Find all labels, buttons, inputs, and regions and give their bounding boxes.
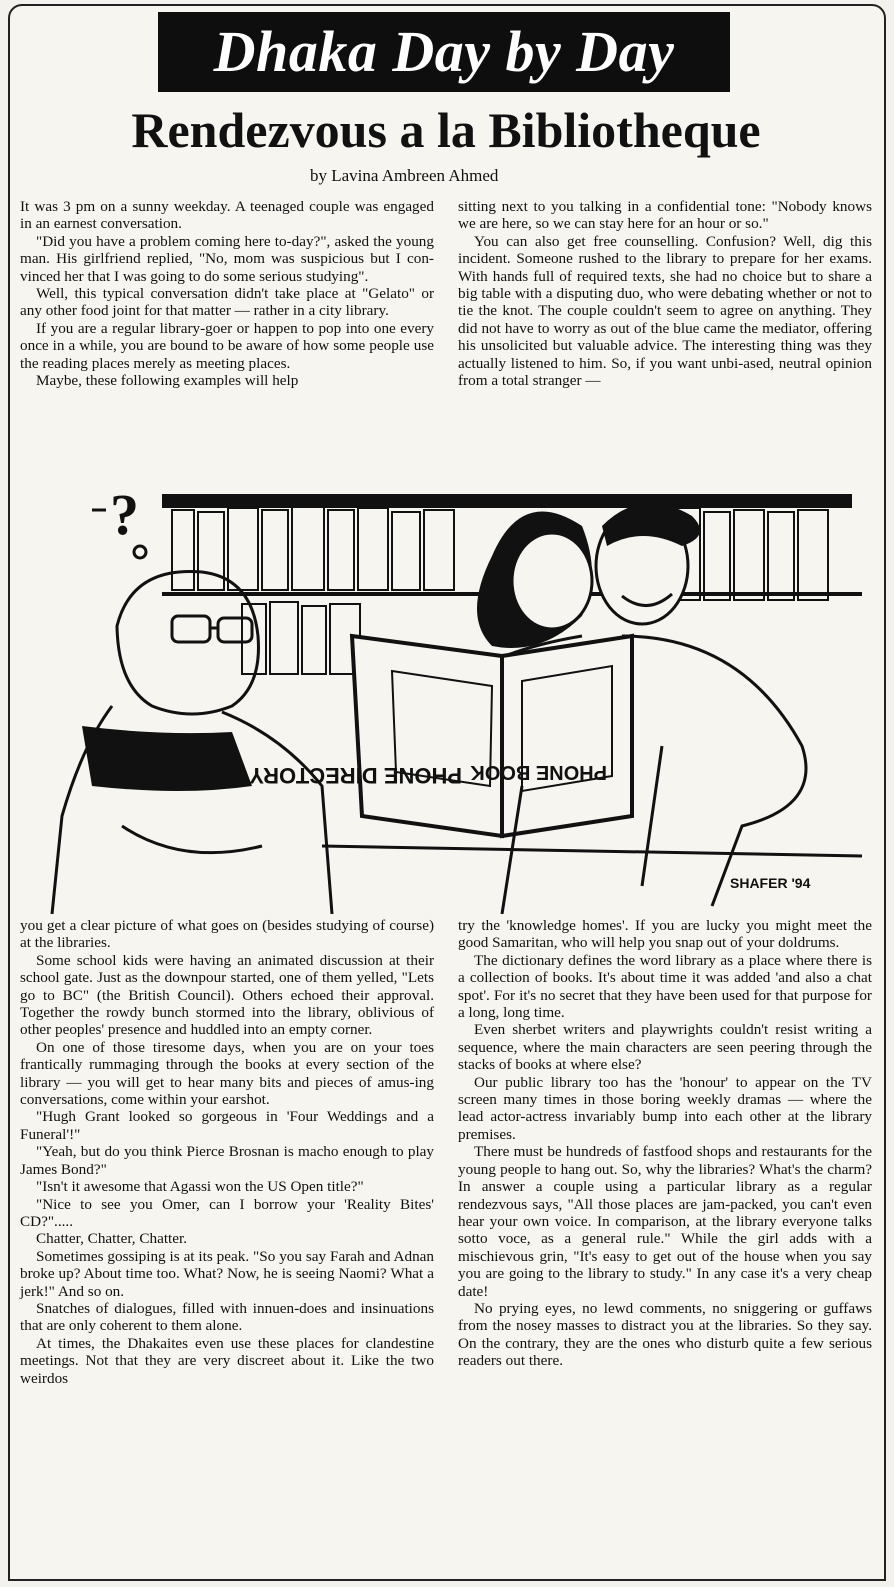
paragraph: There must be hundreds of fastfood shops and restaurants for the young people to hang out. So, why the libraries? What's the charm? In answer a couple using a particular library as a regular rendezvous says, "All those places are jam-packed, you can't even hear your own voice. In comparison, at the library everyone talks sotto voce, as a general rule." While the girl adds with a mischievous grin, "It's easy to get out of the house when you say you are going to the library to study." In any case it's a very cheap date! [458, 1143, 872, 1300]
book-cover-right: PHONE BOOK [470, 761, 607, 783]
paragraph: "Hugh Grant looked so gorgeous in 'Four Weddings and a Funeral'!" [20, 1108, 434, 1143]
paragraph: Even sherbet writers and playwrights couldn't resist writing a sequence, where the main characters are seen peering through the stacks of books at where else? [458, 1021, 872, 1074]
article-headline: Rendezvous a la Bibliotheque [131, 102, 761, 158]
text-column-1 [20, 198, 434, 389]
paragraph: try the 'knowledge homes'. If you are lucky you might meet the good Samaritan, who will help you snap out of your doldrums. [458, 917, 872, 952]
paragraph: "Yeah, but do you think Pierce Brosnan is macho enough to play James Bond?" [20, 1143, 434, 1178]
paragraph: At times, the Dhakaites even use these places for clandestine meetings. Not that they are very discreet about it. Like the two weirdos [20, 1334, 434, 1387]
paragraph: Chatter, Chatter, Chatter. [36, 1230, 188, 1248]
article-byline: by Lavina Ambreen Ahmed [310, 166, 499, 185]
paragraph: Some school kids were having an animated discussion at their school gate. Just as the downpour started, one of them yelled, "Lets go to BC" (the British Council). Others echoed their approval. Together the rowdy bunch stormed into the library, oblivious of other peoples' presence and huddled into an empty corner. [20, 951, 434, 1039]
paragraph: Snatches of dialogues, filled with innuen-does and insinuations that are only coherent to them alone. [20, 1299, 434, 1335]
cartoon-drawing [22, 486, 872, 914]
paragraph: "Isn't it awesome that Agassi won the US Open title?" [36, 1178, 364, 1196]
column-banner: Dhaka Day by Day [158, 12, 730, 92]
paragraph: you get a clear picture of what goes on (besides studying of course) at the libraries. [20, 917, 434, 952]
paragraph: No prying eyes, no lewd comments, no sniggering or guffaws from the nosey masses to distract you at the libraries. So they say. On the contrary, they are the ones who disturb quite a few serious readers out there. [458, 1299, 872, 1370]
paragraph: On one of those tiresome days, when you are on your toes frantically rummaging through the books at every section of the library — you will get to hear many bits and pieces of amus-ing conversations, come within your earshot. [20, 1038, 434, 1109]
question-mark: ? [110, 486, 139, 547]
text-column-2 [458, 198, 872, 389]
paragraph: If you are a regular library-goer or happen to pop into one every once in a while, you are bound to be aware of how some people use the reading places merely as meeting places. [20, 319, 434, 372]
book-cover-left: PHONE DIRECTORY [249, 763, 462, 788]
paragraph: sitting next to you talking in a confidential tone: "Nobody knows we are here, so we can stay here for an hour or so." [458, 198, 872, 233]
paragraph: It was 3 pm on a sunny weekday. A teenaged couple was engaged in an earnest conversation. [20, 198, 434, 233]
paragraph: "Nice to see you Omer, can I borrow your 'Reality Bites' CD?"..... [20, 1195, 434, 1230]
paragraph: Sometimes gossiping is at its peak. "So you say Farah and Adnan broke up? About time too. What? Now, he is seeing Naomi? What a jerk!" And so on. [20, 1247, 434, 1300]
artist-signature: SHAFER '94 [730, 875, 811, 891]
paragraph: Maybe, these following examples will help [36, 372, 299, 390]
paragraph: Well, this typical conversation didn't take place at "Gelato" or any other food joint for that matter — rather in a city library. [20, 285, 434, 320]
text-column-3 [20, 917, 434, 1387]
cartoon-illustration [22, 486, 872, 914]
paragraph: Our public library too has the 'honour' to appear on the TV screen many times in those boring weekly dramas — where the lead actor-actress invariably bump into each other at the library premises. [458, 1073, 872, 1143]
newspaper-page [8, 4, 886, 1581]
paragraph: The dictionary defines the word library as a place where there is a collection of books. It's about time it was added 'and also a chat spot'. For it's no secret that they have been used for that purpose for a long, long time. [458, 951, 872, 1022]
paragraph: "Did you have a problem coming here to-day?", asked the young man. His girlfriend replied, "No, mom was suspicious but I con-vinced her that I was going to do some serious studying". [20, 232, 434, 285]
text-column-4 [458, 917, 872, 1370]
paragraph: You can also get free counselling. Confusion? Well, dig this incident. Someone rushed to the library to prepare for her exams. With hands full of required texts, she had no choice but to share a big table with a disputing duo, who were debating whether or not to tie the knot. The couple couldn't seem to agree on anything. They did not have to worry as out of the blue came the mediator, offering his unsolicited but valuable advice. The interesting thing was they actually listened to him. So, if you want unbi-ased, neutral opinion from a total stranger — [458, 232, 872, 390]
